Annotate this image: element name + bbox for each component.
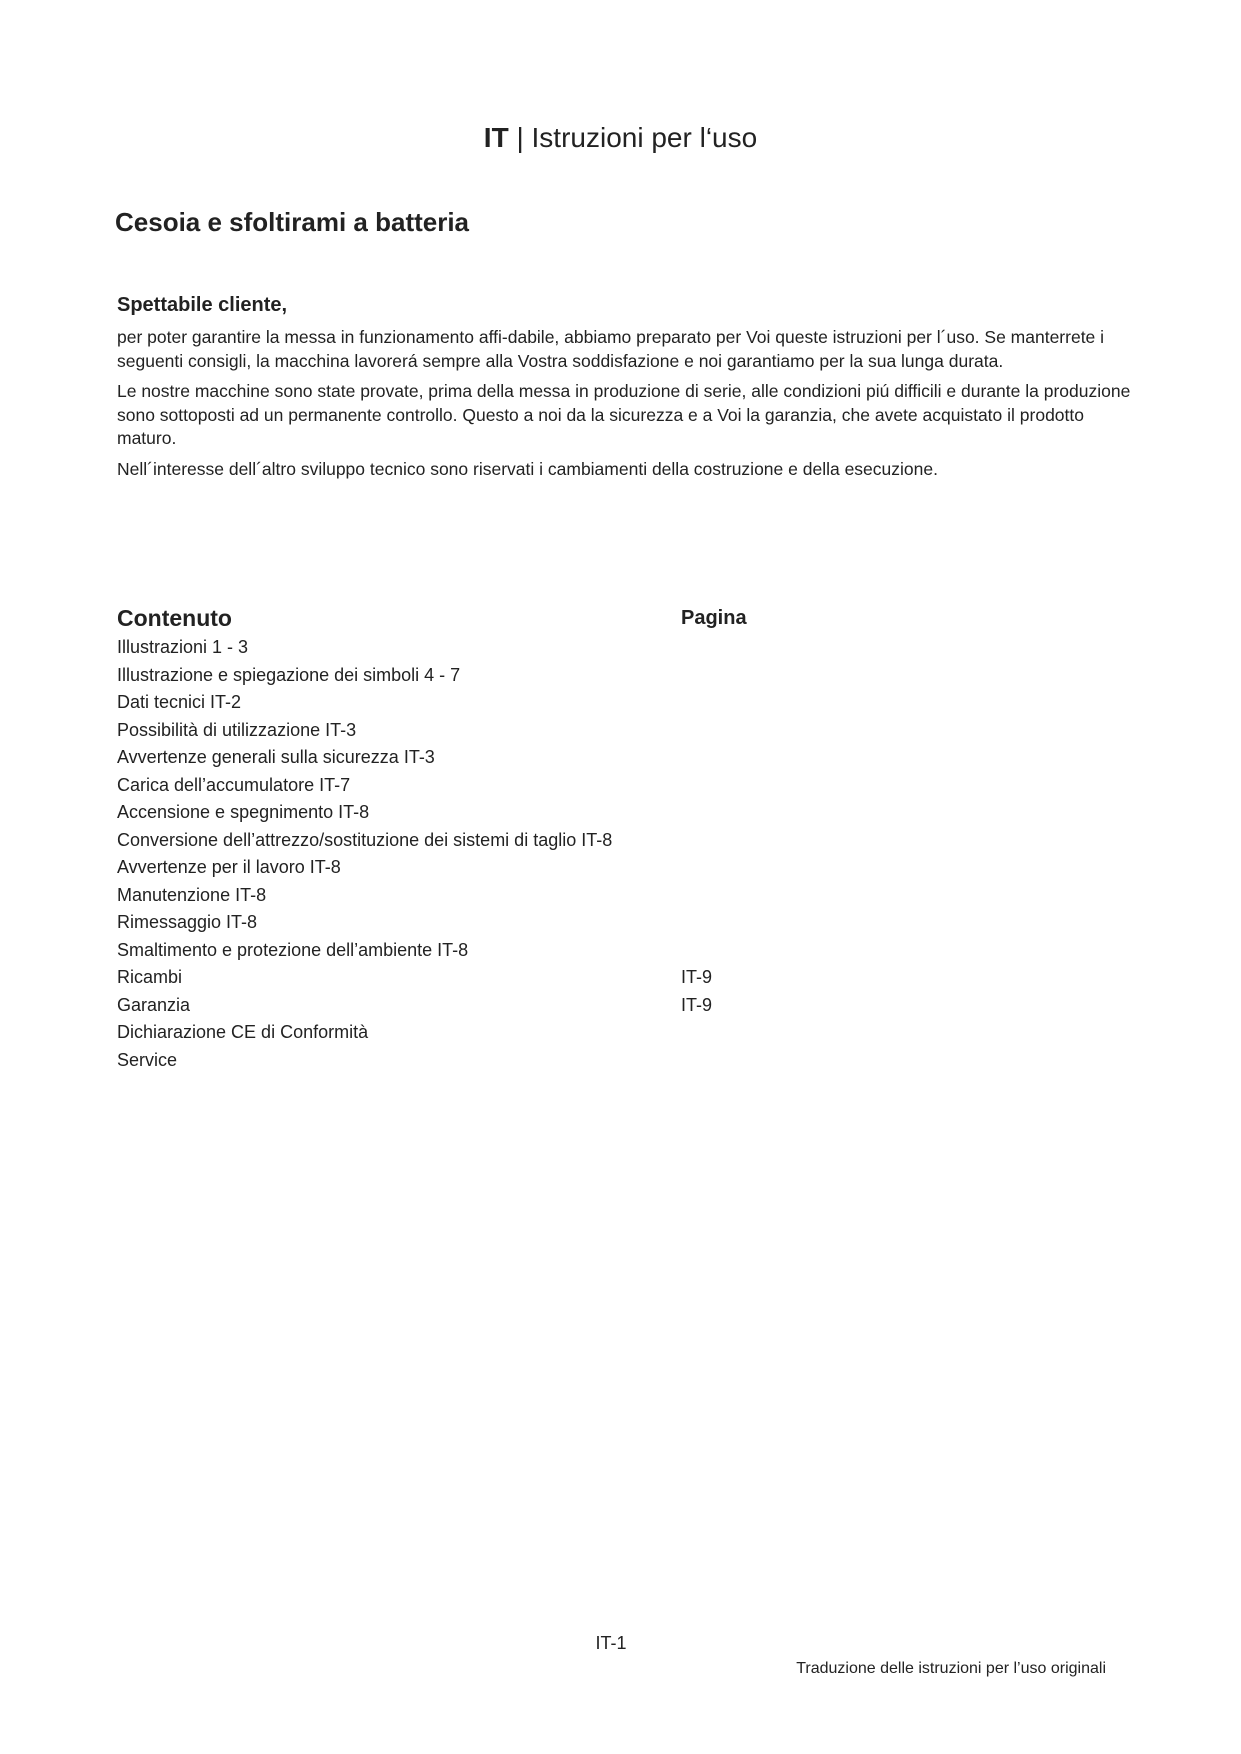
- toc-heading: Contenuto: [117, 605, 232, 631]
- intro-paragraph: Le nostre macchine sono state provate, prima della messa in produzione di serie, alle condizioni piú difficili e durante la produzione sono sottoposti ad un permanente controllo. Questo a noi da la sicurezza e a Voi la garanzia, che avete acquistato il prodotto maturo.: [117, 381, 1131, 448]
- toc-item-label: Avvertenze per il lavoro IT-8: [117, 857, 341, 877]
- toc-page-heading: Pagina: [681, 607, 747, 629]
- toc-item: [117, 909, 817, 937]
- toc-item-label: Carica dell’accumulatore IT-7: [117, 774, 351, 795]
- intro-paragraph: per poter garantire la messa in funzionamento affi-dabile, abbiamo preparato per Voi queste istruzioni per l´uso. Se manterrete i seguenti consigli, la macchina lavorerá sempre alla Vostra soddisfazione e noi garantiamo per la sua lunga durata.: [117, 327, 1105, 371]
- toc-item: [117, 772, 817, 800]
- toc-item: [117, 854, 817, 882]
- page-number: IT-1: [595, 1633, 627, 1653]
- greeting: Spettabile cliente,: [117, 294, 288, 316]
- toc-item: [117, 1047, 817, 1075]
- toc-item-label: Illustrazioni 1 - 3: [117, 637, 249, 657]
- table-of-contents: [117, 634, 817, 1074]
- header-separator: |: [508, 122, 532, 153]
- toc-item: [117, 799, 817, 827]
- toc-item-label: Garanzia: [117, 994, 191, 1015]
- footer-note: Traduzione delle istruzioni per l’uso originali: [796, 1660, 1106, 1677]
- toc-item: [117, 717, 817, 745]
- intro-paragraph: Nell´interesse dell´altro sviluppo tecnico sono riservati i cambiamenti della costruzione e della esecuzione.: [117, 458, 938, 479]
- toc-item: [117, 992, 817, 1020]
- toc-item-label: Dichiarazione CE di Conformità: [117, 1022, 369, 1042]
- toc-item-page: IT-9: [681, 994, 713, 1015]
- toc-item: [117, 937, 817, 965]
- language-code: IT: [483, 122, 509, 153]
- document-title: Cesoia e sfoltirami a batteria: [115, 207, 470, 237]
- toc-item: [117, 827, 817, 855]
- page-header: [0, 120, 1241, 156]
- toc-item: [117, 662, 817, 690]
- header-title: Istruzioni per l‘uso: [531, 122, 758, 153]
- intro-text: [117, 326, 1137, 488]
- toc-item-label: Avvertenze generali sulla sicurezza IT-3: [117, 747, 435, 767]
- toc-item-label: Dati tecnici IT-2: [117, 692, 242, 712]
- toc-item-label: Manutenzione IT-8: [117, 884, 267, 905]
- toc-item-label: Rimessaggio IT-8: [117, 912, 258, 932]
- toc-item: [117, 882, 817, 910]
- toc-item-label: Ricambi: [117, 967, 183, 987]
- toc-item-label: Smaltimento e protezione dell’ambiente IT-8: [117, 939, 469, 960]
- toc-item-label: Illustrazione e spiegazione dei simboli 4 - 7: [117, 664, 461, 685]
- toc-item: [117, 964, 817, 992]
- toc-item-label: Conversione dell’attrezzo/sostituzione dei sistemi di taglio IT-8: [117, 829, 613, 850]
- toc-item-label: Possibilità di utilizzazione IT-3: [117, 719, 357, 740]
- toc-item-page: IT-9: [681, 967, 713, 987]
- toc-item: [117, 634, 817, 662]
- toc-item: [117, 689, 817, 717]
- toc-item-label: Accensione e spegnimento IT-8: [117, 802, 370, 822]
- toc-item: [117, 744, 817, 772]
- toc-item-label: Service: [117, 1049, 178, 1070]
- toc-item: [117, 1019, 817, 1047]
